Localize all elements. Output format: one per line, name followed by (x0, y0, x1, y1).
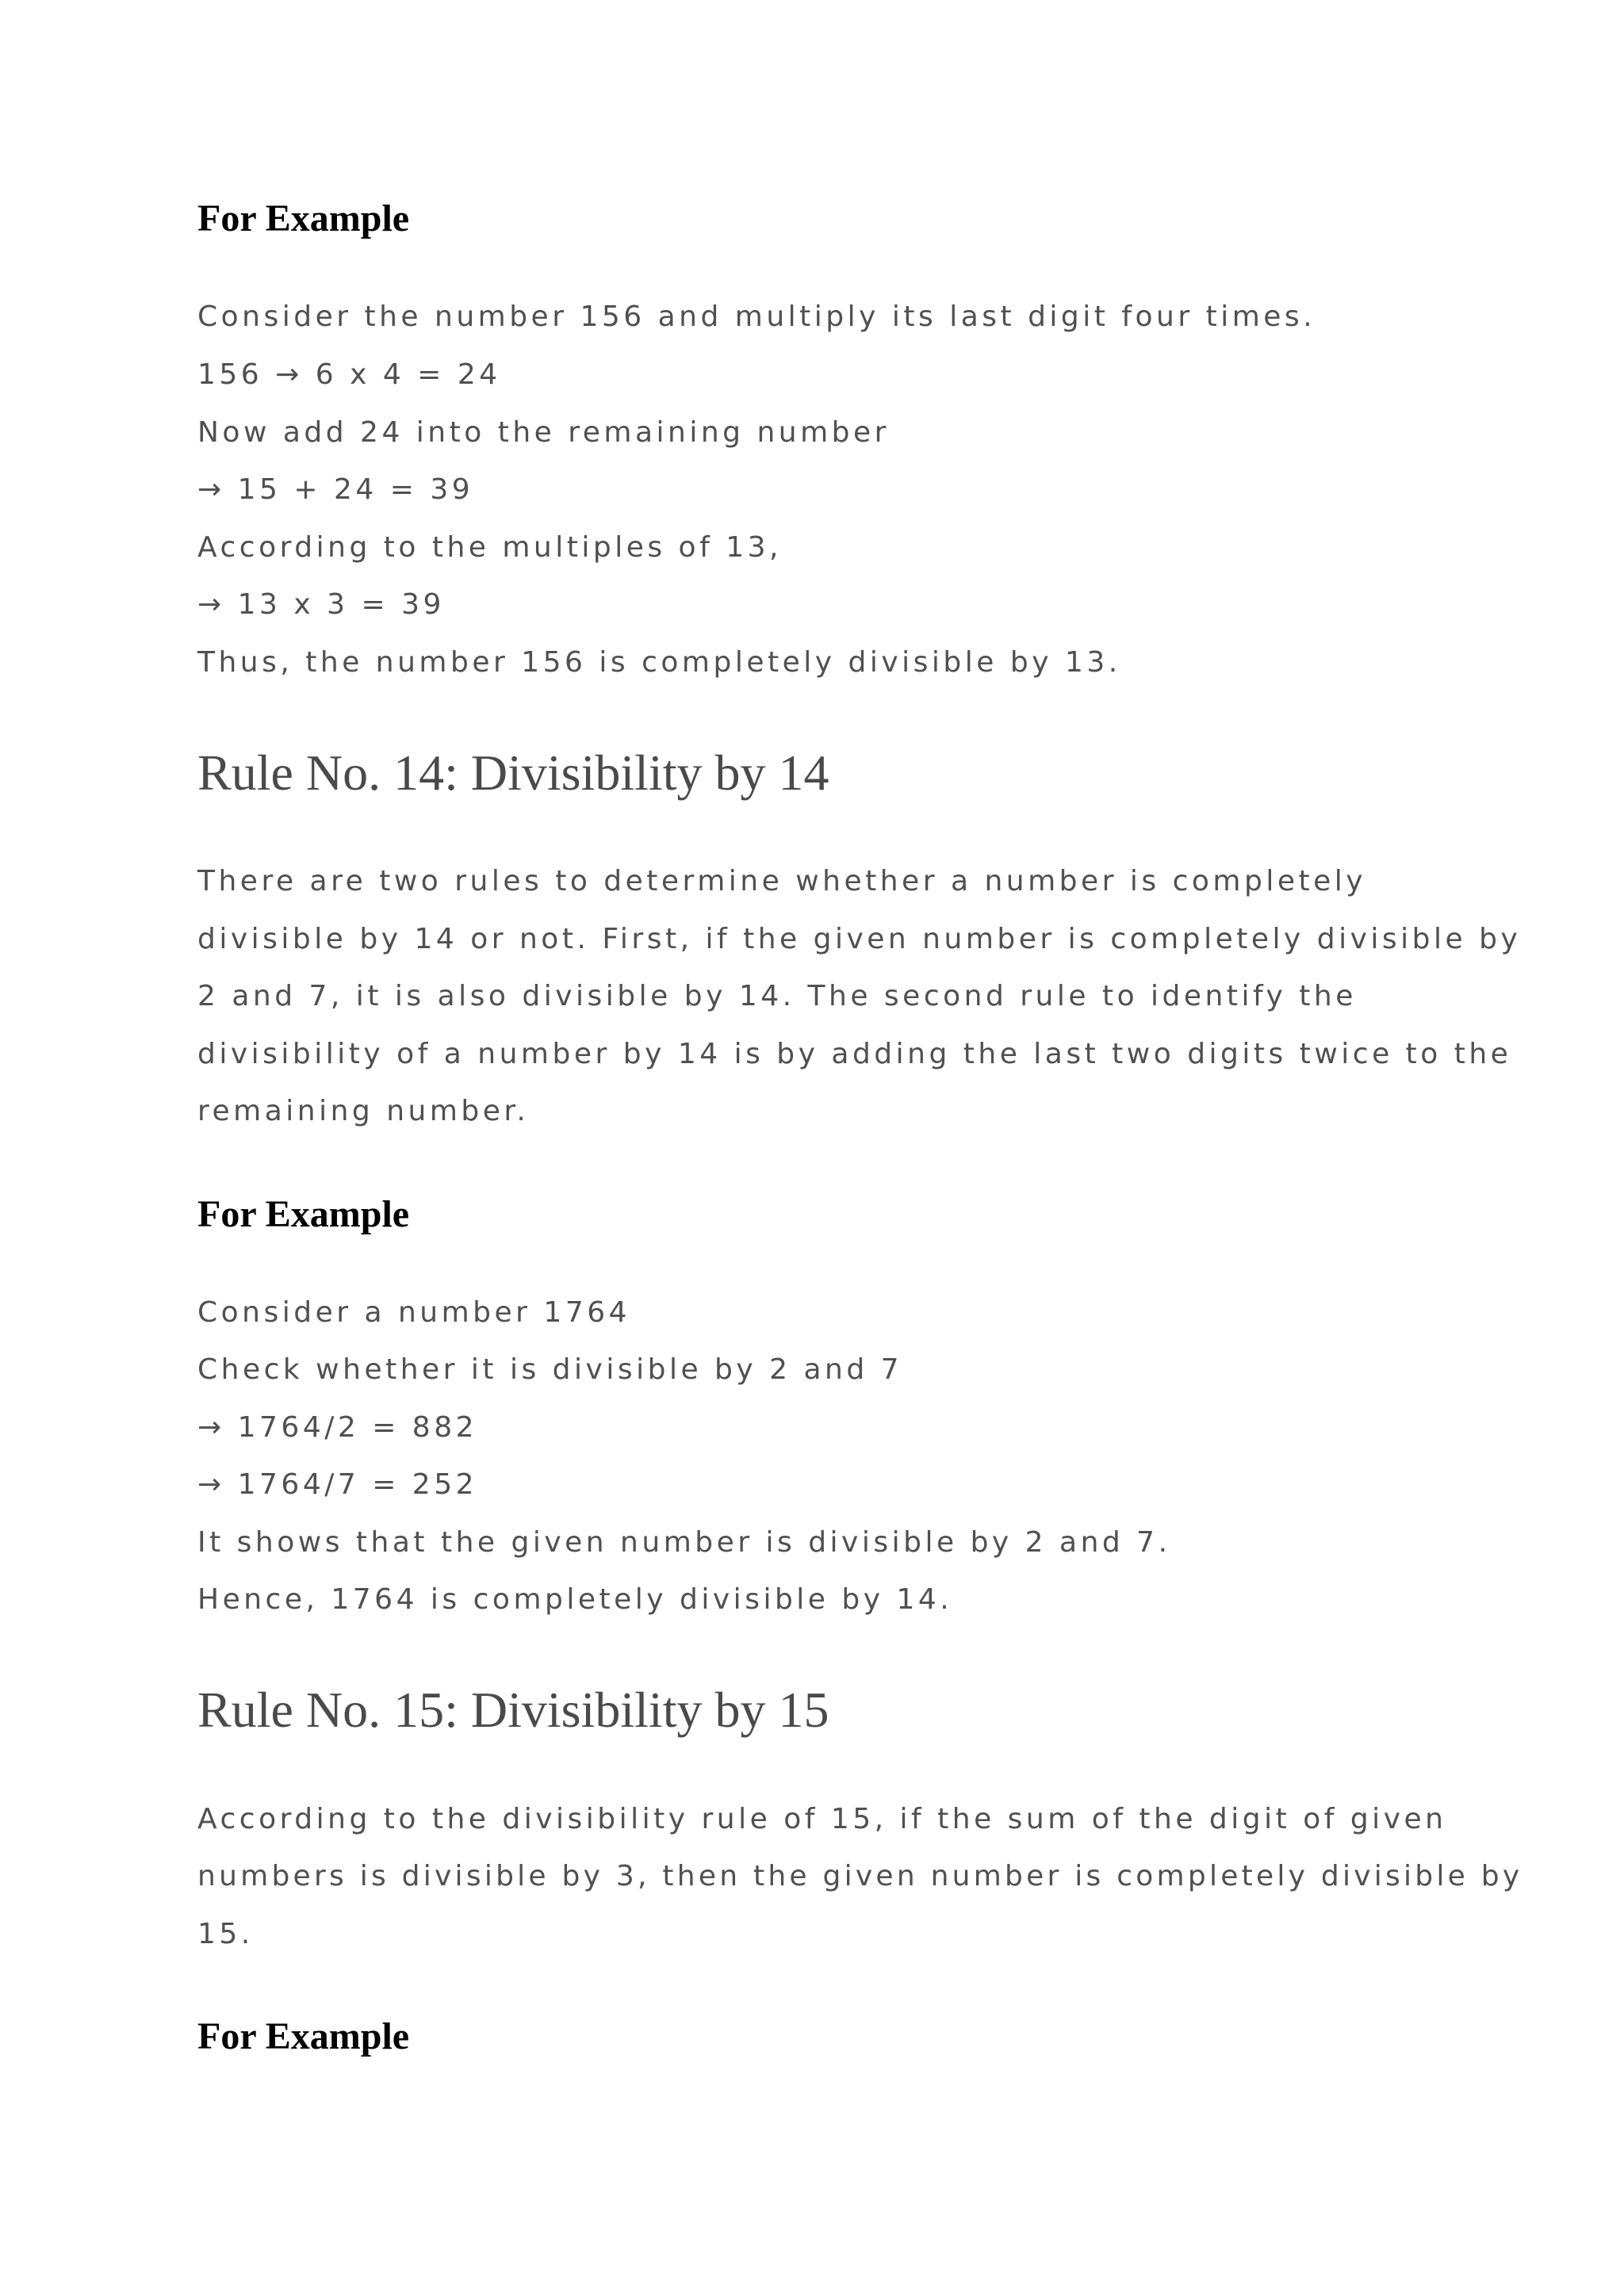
example-line: Thus, the number 156 is completely divisible by 13. (197, 646, 1121, 679)
example-line: Check whether it is divisible by 2 and 7 (197, 1353, 903, 1386)
example-heading: For Example (197, 2015, 410, 2057)
rule-15-heading: Rule No. 15: Divisibility by 15 (197, 1682, 829, 1738)
rule-14-paragraph-line: divisible by 14 or not. First, if the given number is completely divisible by (197, 923, 1522, 955)
example-line: Now add 24 into the remaining number (197, 416, 890, 449)
example-line: → 15 + 24 = 39 (197, 473, 474, 506)
rule-14-paragraph-line: There are two rules to determine whether a number is completely (197, 865, 1367, 897)
example-line: → 13 x 3 = 39 (197, 588, 445, 621)
rule-15-paragraph-line: numbers is divisible by 3, then the given number is completely divisible by (197, 1860, 1523, 1892)
rule-14-heading: Rule No. 14: Divisibility by 14 (197, 744, 829, 801)
rule-14-paragraph-line: 2 and 7, it is also divisible by 14. The second rule to identify the (197, 980, 1357, 1012)
example-line: According to the multiples of 13, (197, 531, 782, 564)
example-heading: For Example (197, 197, 410, 239)
example-line: Consider a number 1764 (197, 1296, 631, 1329)
example-line: Hence, 1764 is completely divisible by 14. (197, 1583, 953, 1616)
rule-15-paragraph-line: 15. (197, 1918, 254, 1950)
example-heading: For Example (197, 1193, 410, 1235)
example-line: → 1764/2 = 882 (197, 1411, 478, 1444)
example-line: It shows that the given number is divisible by 2 and 7. (197, 1526, 1171, 1559)
example-line: Consider the number 156 and multiply its last digit four times. (197, 300, 1316, 333)
rule-14-paragraph-line: divisibility of a number by 14 is by adding the last two digits twice to the (197, 1038, 1512, 1070)
example-line: 156 → 6 x 4 = 24 (197, 358, 501, 391)
example-line: → 1764/7 = 252 (197, 1468, 478, 1501)
rule-14-paragraph-line: remaining number. (197, 1095, 530, 1127)
rule-15-paragraph-line: According to the divisibility rule of 15, if the sum of the digit of given (197, 1803, 1447, 1835)
